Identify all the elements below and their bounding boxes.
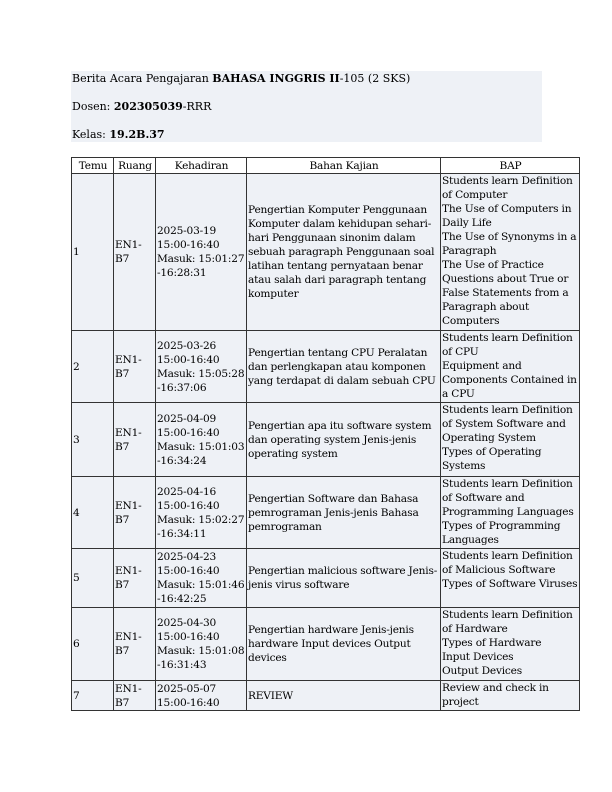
class-line (72, 128, 165, 142)
cell-kehadiran (156, 174, 247, 331)
bap-item: Types of Software Viruses (442, 578, 578, 590)
kehadiran-line: Masuk: 15:01:27 (157, 253, 245, 265)
cell-kehadiran (156, 477, 247, 549)
cell-bahan-kajian: Pengertian Software dan Bahasa pemrograman Jenis-jenis Bahasa pemrograman (247, 477, 441, 549)
cell-ruang: EN1-B7 (114, 608, 156, 681)
kehadiran-line: 2025-05-07 (157, 682, 217, 695)
cell-temu: 3 (72, 403, 114, 477)
cell-bap (441, 681, 580, 711)
report-title (72, 72, 410, 86)
kehadiran-line: Masuk: 15:01:03 (157, 440, 245, 453)
lecturer-line (72, 100, 211, 114)
kehadiran-line: -16:42:25 (157, 593, 207, 605)
bap-item: Students learn Definition of Software and Programming Languages (442, 478, 574, 518)
cell-ruang: EN1-B7 (114, 549, 156, 608)
class-value: 19.2B.37 (109, 128, 165, 141)
kehadiran-line: Masuk: 15:05:28 (157, 367, 245, 380)
bap-item: Students learn Definition of CPU (442, 332, 573, 358)
bap-item: The Use of Synonyms in a Paragraph (442, 231, 577, 257)
table-row (72, 331, 580, 403)
bap-item: Types of Operating Systems (442, 446, 542, 472)
cell-kehadiran (156, 681, 247, 711)
cell-bap (441, 331, 580, 403)
cell-temu: 7 (72, 681, 114, 711)
bap-item: Students learn Definition of Hardware (442, 609, 573, 635)
cell-bahan-kajian: Pengertian hardware Jenis-jenis hardware Input devices Output devices (247, 608, 441, 681)
bap-item: Input Devices (442, 651, 514, 663)
col-kehadiran: Kehadiran (156, 158, 247, 174)
cell-temu: 6 (72, 608, 114, 681)
cell-bap (441, 174, 580, 331)
teaching-record-table (71, 157, 580, 711)
table-row (72, 477, 580, 549)
cell-temu: 2 (72, 331, 114, 403)
cell-ruang: EN1-B7 (114, 477, 156, 549)
kehadiran-line: Masuk: 15:01:08 (157, 645, 245, 657)
cell-ruang: EN1-B7 (114, 331, 156, 403)
cell-bap (441, 608, 580, 681)
cell-bahan-kajian: Pengertian Komputer Penggunaan Komputer dalam kehidupan sehari-hari Penggunaan sinonim dalam sebuah paragraph Penggunaan soal latihan tentang pernyataan benar atau salah dari paragraph tentang komputer (247, 174, 441, 331)
lecturer-label: Dosen: (72, 100, 114, 113)
cell-bahan-kajian: Pengertian malicious software Jenis-jenis virus software (247, 549, 441, 608)
cell-temu: 1 (72, 174, 114, 331)
report-header (71, 71, 542, 142)
cell-ruang: EN1-B7 (114, 403, 156, 477)
table-row (72, 174, 580, 331)
course-code: -105 (2 SKS) (339, 72, 411, 85)
bap-item: Types of Programming Languages (442, 520, 561, 546)
cell-bahan-kajian: Pengertian apa itu software system dan operating system Jenis-jenis operating system (247, 403, 441, 477)
col-ruang: Ruang (114, 158, 156, 174)
cell-bap (441, 403, 580, 477)
kehadiran-line: -16:37:06 (157, 381, 207, 394)
bap-item: Equipment and Components Contained in a CPU (442, 360, 577, 400)
lecturer-suffix: -RRR (182, 100, 212, 113)
cell-kehadiran (156, 331, 247, 403)
kehadiran-line: 15:00-16:40 (157, 631, 220, 643)
kehadiran-line: 2025-04-30 (157, 617, 217, 629)
bap-item: Review and check in project (442, 682, 549, 708)
bap-item: Output Devices (442, 665, 522, 677)
table-body (72, 174, 580, 711)
kehadiran-line: 15:00-16:40 (157, 426, 220, 439)
table-row (72, 608, 580, 681)
col-bap: BAP (441, 158, 580, 174)
lecturer-id: 202305039 (113, 100, 183, 113)
cell-kehadiran (156, 608, 247, 681)
col-bahan-kajian: Bahan Kajian (247, 158, 441, 174)
table-header-row (72, 158, 580, 174)
class-label: Kelas: (72, 128, 110, 141)
table-row (72, 681, 580, 711)
bap-item: Types of Hardware (442, 637, 542, 649)
kehadiran-line: 2025-03-26 (157, 339, 217, 352)
col-temu: Temu (72, 158, 114, 174)
kehadiran-line: 2025-04-23 (157, 551, 217, 563)
cell-ruang: EN1-B7 (114, 681, 156, 711)
cell-kehadiran (156, 549, 247, 608)
kehadiran-line: Masuk: 15:02:27 (157, 513, 245, 526)
title-prefix: Berita Acara Pengajaran (72, 72, 213, 85)
bap-item: Students learn Definition of System Software and Operating System (442, 404, 573, 444)
bap-item: The Use of Computers in Daily Life (442, 203, 572, 229)
bap-item: The Use of Practice Questions about True or False Statements from a Paragraph about Computers (442, 259, 569, 327)
cell-bap (441, 549, 580, 608)
kehadiran-line: -16:34:11 (157, 527, 207, 540)
kehadiran-line: 15:00-16:40 (157, 353, 220, 366)
cell-temu: 5 (72, 549, 114, 608)
kehadiran-line: Masuk: 15:01:46 (157, 579, 245, 591)
course-name: BAHASA INGGRIS II (212, 72, 340, 85)
cell-ruang: EN1-B7 (114, 174, 156, 331)
cell-temu: 4 (72, 477, 114, 549)
kehadiran-line: -16:28:31 (157, 267, 207, 279)
kehadiran-line: 2025-04-16 (157, 485, 217, 498)
kehadiran-line: -16:31:43 (157, 659, 207, 671)
kehadiran-line: 15:00-16:40 (157, 565, 220, 577)
bap-item: Students learn Definition of Malicious Software (442, 550, 573, 576)
kehadiran-line: 15:00-16:40 (157, 696, 220, 709)
kehadiran-line: 15:00-16:40 (157, 239, 220, 251)
table-row (72, 403, 580, 477)
cell-bahan-kajian: REVIEW (247, 681, 441, 711)
kehadiran-line: 2025-04-09 (157, 412, 217, 425)
table-row (72, 549, 580, 608)
kehadiran-line: 2025-03-19 (157, 225, 217, 237)
kehadiran-line: 15:00-16:40 (157, 499, 220, 512)
cell-bap (441, 477, 580, 549)
kehadiran-line: -16:34:24 (157, 454, 207, 467)
cell-kehadiran (156, 403, 247, 477)
cell-bahan-kajian: Pengertian tentang CPU Peralatan dan perlengkapan atau komponen yang terdapat di dalam sebuah CPU (247, 331, 441, 403)
bap-item: Students learn Definition of Computer (442, 175, 573, 201)
